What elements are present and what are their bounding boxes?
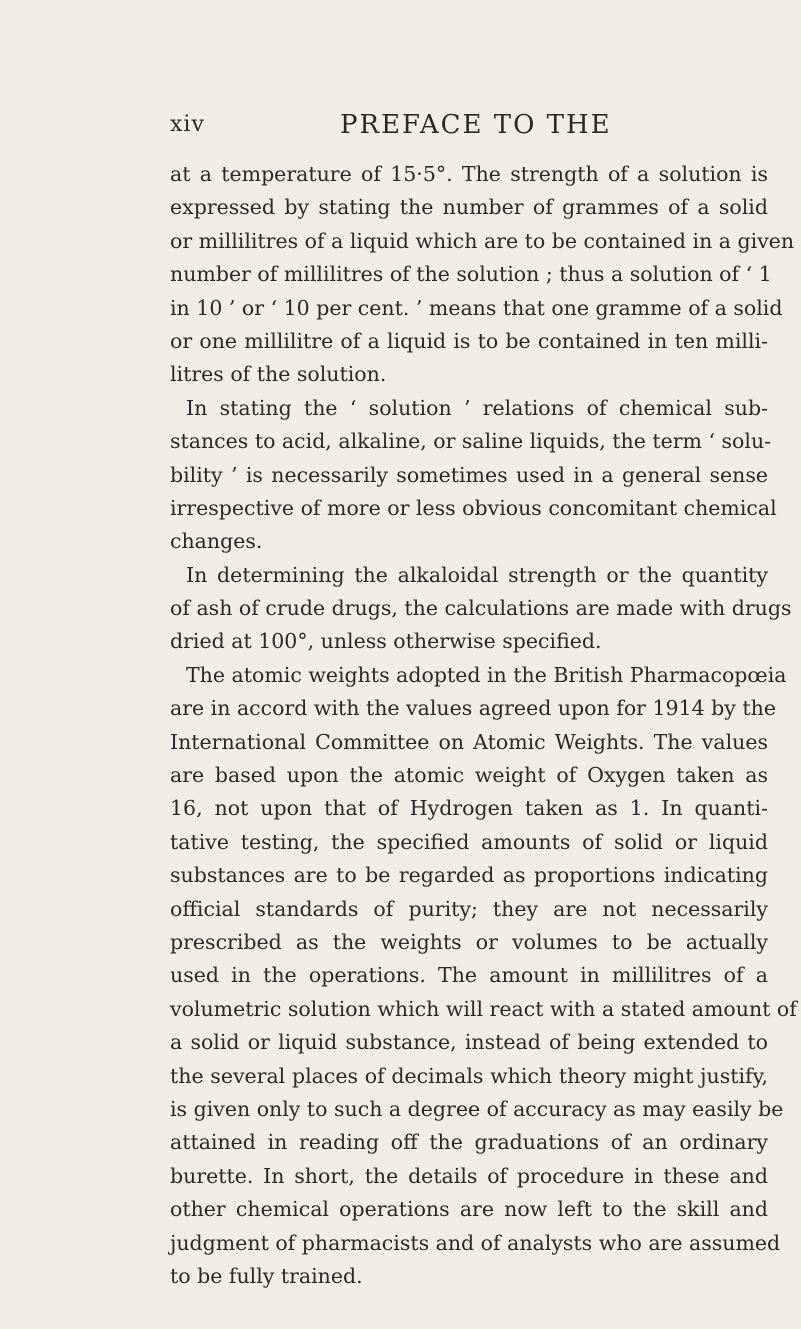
text-line: In determining the alkaloidal strength or the quantity: [186, 562, 768, 587]
text-line: official standards of purity; they are not necessarily: [170, 896, 768, 921]
text-line: The atomic weights adopted in the British Pharmacopœia: [186, 662, 787, 687]
text-line: the several places of decimals which theory might justify,: [170, 1063, 768, 1088]
text-line: burette. In short, the details of procedure in these and: [170, 1163, 768, 1188]
text-line: used in the operations. The amount in millilitres of a: [170, 963, 768, 988]
text-line: or millilitres of a liquid which are to be contained in a given: [170, 228, 795, 253]
text-line: 16, not upon that of Hydrogen taken as 1. In quanti-: [170, 796, 768, 821]
text-line: are in accord with the values agreed upon for 1914 by the: [170, 696, 776, 721]
text-line: International Committee on Atomic Weights. The values: [170, 729, 768, 754]
text-line: stances to acid, alkaline, or saline liquids, the term ‘ solu-: [170, 429, 772, 454]
text-line: irrespective of more or less obvious concomitant chemical: [170, 495, 777, 520]
text-line: litres of the solution.: [170, 362, 387, 387]
text-line: at a temperature of 15·5°. The strength of a solution is: [170, 162, 768, 186]
text-line: number of millilitres of the solution ; thus a solution of ‘ 1: [170, 262, 772, 287]
body-text: [170, 158, 797, 1293]
text-line: dried at 100°, unless otherwise specified.: [170, 629, 602, 654]
text-line: In stating the ‘ solution ’ relations of chemical sub-: [186, 395, 768, 420]
text-line: judgment of pharmacists and of analysts who are assumed: [170, 1230, 781, 1255]
text-line: to be fully trained.: [170, 1263, 363, 1288]
text-line: bility ’ is necessarily sometimes used in a general sense: [170, 462, 768, 487]
text-line: expressed by stating the number of grammes of a solid: [170, 195, 768, 220]
text-line: or one millilitre of a liquid is to be contained in ten milli-: [170, 328, 768, 353]
text-line: is given only to such a degree of accuracy as may easily be: [170, 1096, 784, 1121]
text-line: volumetric solution which will react with a stated amount of: [170, 996, 797, 1021]
text-line: a solid or liquid substance, instead of being extended to: [170, 1030, 768, 1055]
text-line: attained in reading off the graduations of an ordinary: [170, 1130, 768, 1155]
page-header: [0, 112, 801, 146]
text-line: in 10 ’ or ‘ 10 per cent. ’ means that one gramme of a solid: [170, 295, 783, 320]
text-line: of ash of crude drugs, the calculations are made with drugs: [170, 596, 792, 621]
text-line: other chemical operations are now left to the skill and: [170, 1197, 768, 1222]
running-head: PREFACE TO THE: [340, 110, 612, 140]
text-line: tative testing, the specified amounts of solid or liquid: [170, 829, 768, 854]
text-line: are based upon the atomic weight of Oxygen taken as: [170, 763, 768, 788]
text-line: changes.: [170, 529, 263, 554]
text-line: prescribed as the weights or volumes to be actually: [170, 929, 768, 954]
text-line: substances are to be regarded as proportions indicating: [170, 863, 768, 888]
page-number: xiv: [170, 112, 205, 137]
